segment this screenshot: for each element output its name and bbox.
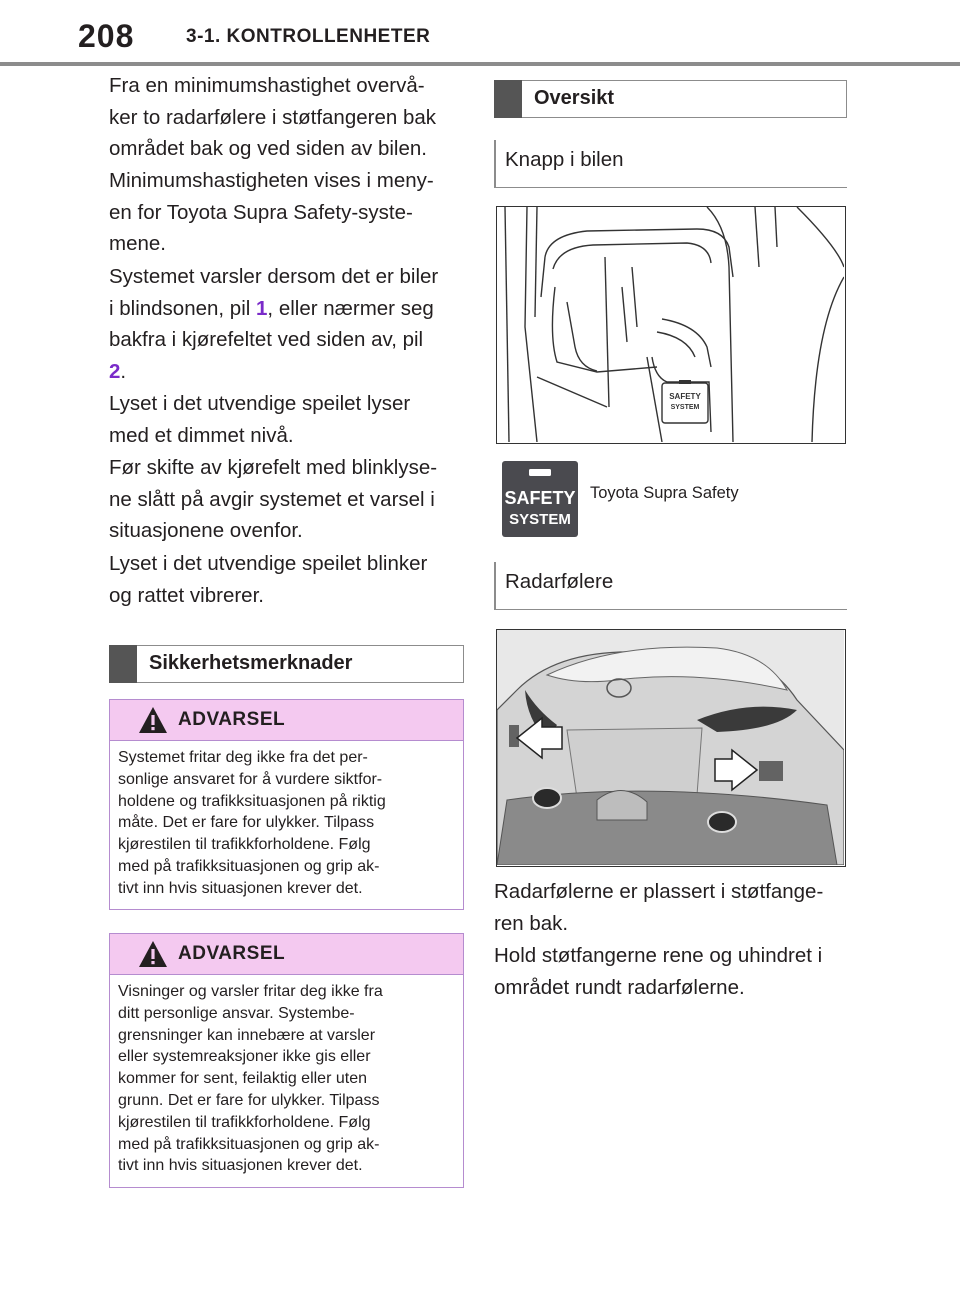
text-line: tivt inn hvis situasjonen krever det. — [118, 1157, 363, 1175]
paragraph-sensor-location — [494, 876, 823, 939]
text-fragment: . — [120, 359, 127, 383]
text-line: Systemet fritar deg ikke fra det per- — [118, 749, 368, 766]
rear-bumper-illustration — [497, 630, 844, 865]
text-fragment: , eller nærmer seg — [267, 296, 434, 320]
subheading-text: Radarfølere — [505, 570, 614, 593]
paragraph-sensor-cleaning — [494, 940, 822, 1003]
text-line: ren bak. — [494, 911, 569, 935]
text-line: med på trafikksituasjonen og grip ak- — [118, 1135, 380, 1153]
header-divider — [0, 62, 960, 66]
text-line: ditt personlige ansvar. Systembe- — [118, 1004, 355, 1022]
warning-triangle-icon — [138, 940, 168, 968]
text-line: holdene og trafikksituasjonen på riktig — [118, 792, 386, 810]
text-line: grensninger kan innebære at varsler — [118, 1026, 376, 1044]
text-line: sonlige ansvaret for å vurdere siktfor- — [118, 770, 383, 788]
section-heading-text: Oversikt — [534, 87, 615, 109]
text-line: med et dimmet nivå. — [109, 423, 294, 447]
paragraph-warning-arrows — [109, 261, 438, 387]
text-line: Radarfølerne er plassert i støtfange- — [494, 880, 824, 903]
text-line: Før skifte av kjørefelt med blinklyse- — [109, 456, 438, 479]
text-line: tivt inn hvis situasjonen krever det. — [118, 879, 363, 897]
text-line: kommer for sent, feilaktig eller uten — [118, 1070, 367, 1088]
figure-center-console — [496, 206, 846, 444]
text-line: med på trafikksituasjonen og grip ak- — [118, 857, 380, 875]
text-line: ne slått på avgir systemet et varsel i — [109, 487, 435, 511]
safety-system-button-icon — [502, 461, 578, 537]
text-line: og rattet vibrerer. — [109, 583, 264, 607]
text-line — [109, 356, 438, 388]
chapter-title: 3-1. KONTROLLENHETER — [186, 26, 431, 47]
center-console-illustration — [497, 207, 844, 442]
warning-title: ADVARSEL — [178, 943, 286, 964]
warning-text — [118, 747, 386, 900]
warning-title: ADVARSEL — [178, 709, 286, 730]
text-line: Lyset i det utvendige speilet lyser — [109, 392, 411, 415]
text-line: situasjonene ovenfor. — [109, 519, 303, 542]
text-line: mene. — [109, 232, 166, 255]
button-label-safety: SAFETY — [669, 392, 701, 401]
text-line: Lyset i det utvendige speilet blinker — [109, 552, 428, 575]
paragraph-mirror-light — [109, 388, 410, 451]
text-line: ker to radarfølere i støtfangeren bak — [109, 105, 437, 129]
arrow-2-marker: 2 — [109, 359, 121, 383]
text-line: området rundt radarfølerne. — [494, 975, 745, 999]
subheading-radar-sensors — [494, 562, 847, 610]
section-heading-overview — [494, 80, 847, 118]
text-line: området bak og ved siden av bilen. — [109, 137, 427, 160]
text-line: eller systemreaksjoner ikke gis eller — [118, 1048, 371, 1066]
warning-header — [110, 700, 463, 741]
text-fragment: i blindsonen, pil — [109, 296, 257, 320]
text-line: måte. Det er fare for ulykker. Tilpass — [118, 814, 375, 832]
warning-box-1 — [109, 699, 464, 910]
warning-text — [118, 981, 383, 1177]
subheading-text: Knapp i bilen — [505, 148, 624, 171]
text-line: Hold støtfangerne rene og uhindret i — [494, 944, 823, 967]
text-line: kjørestilen til trafikkforholdene. Følg — [118, 1113, 371, 1131]
subheading-button — [494, 140, 847, 188]
warning-header — [110, 934, 463, 975]
text-line: Minimumshastigheten vises i meny- — [109, 169, 434, 192]
paragraph-lane-change — [109, 452, 437, 547]
text-line: Fra en minimumshastighet overvå- — [109, 74, 425, 97]
icon-label-safety: SAFETY — [504, 488, 576, 508]
paragraph-mirror-blink — [109, 548, 427, 611]
section-heading-text: Sikkerhetsmerknader — [149, 652, 353, 674]
arrow-1-marker: 1 — [256, 296, 268, 320]
heading-bar — [494, 80, 522, 118]
text-line — [109, 293, 438, 325]
figure-rear-bumper — [496, 629, 846, 867]
text-line: en for Toyota Supra Safety-syste- — [109, 200, 413, 224]
text-line: bakfra i kjørefeltet ved siden av, pil — [109, 328, 424, 351]
button-label-system: SYSTEM — [670, 404, 700, 411]
heading-bar — [109, 645, 137, 683]
page-number: 208 — [78, 18, 135, 54]
text-line: Visninger og varsler fritar deg ikke fra — [118, 983, 383, 1000]
paragraph-minimum-speed — [109, 165, 434, 260]
text-line: grunn. Det er fare for ulykker. Tilpass — [118, 1091, 380, 1109]
section-heading-safety — [109, 645, 464, 683]
text-line: kjørestilen til trafikkforholdene. Følg — [118, 836, 371, 854]
safety-system-icon — [502, 461, 578, 537]
icon-caption: Toyota Supra Safety — [590, 484, 739, 502]
paragraph-monitoring — [109, 70, 436, 165]
warning-triangle-icon — [138, 706, 168, 734]
text-line: Systemet varsler dersom det er biler — [109, 265, 439, 288]
warning-box-2 — [109, 933, 464, 1188]
icon-label-system: SYSTEM — [509, 511, 571, 528]
